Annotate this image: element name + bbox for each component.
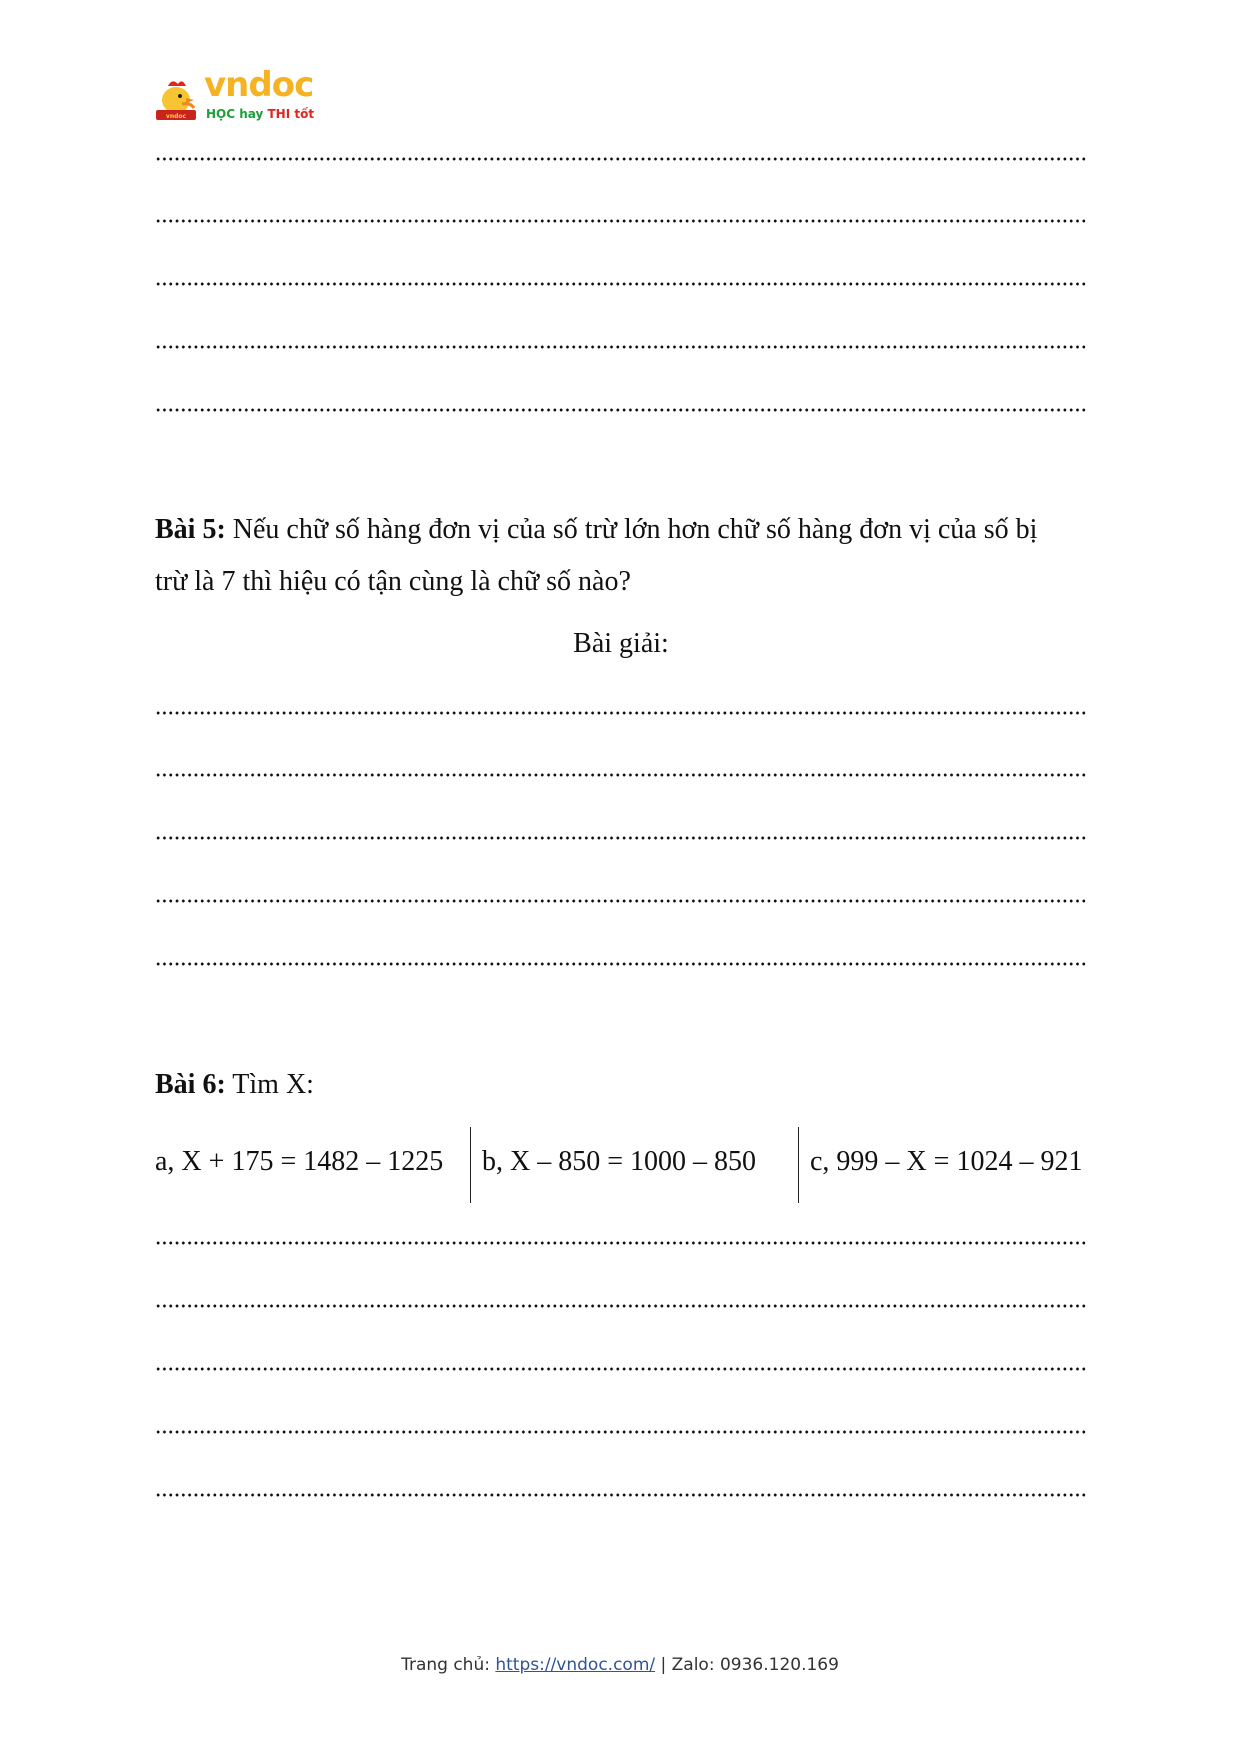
answer-line xyxy=(155,219,1087,223)
slogan-part-2: THI tốt xyxy=(267,107,315,121)
answer-line xyxy=(155,1304,1087,1308)
exercise-6-item-c: c, 999 – X = 1024 – 921 xyxy=(810,1146,1083,1177)
solution-heading: Bài giải: xyxy=(573,628,669,659)
answer-line xyxy=(155,1241,1087,1245)
answer-line xyxy=(155,1493,1087,1497)
answer-line xyxy=(155,962,1087,966)
svg-text:vndoc: vndoc xyxy=(165,113,187,120)
answer-line xyxy=(155,711,1087,715)
page-footer xyxy=(0,1655,1240,1675)
answer-line xyxy=(155,1430,1087,1434)
exercise-5-label: Bài 5: xyxy=(155,514,226,545)
column-divider xyxy=(470,1127,471,1203)
footer-prefix: Trang chủ: xyxy=(401,1655,496,1675)
answer-line xyxy=(155,157,1087,161)
exercise-5-text-1: Nếu chữ số hàng đơn vị của số trừ lớn hơn chữ số hàng đơn vị của số bị xyxy=(225,514,1038,545)
homepage-link[interactable]: https://vndoc.com/ xyxy=(495,1655,656,1675)
footer-suffix: | Zalo: 0936.120.169 xyxy=(655,1655,839,1675)
exercise-6-item-a: a, X + 175 = 1482 – 1225 xyxy=(155,1146,444,1177)
exercise-6-title xyxy=(155,1071,314,1099)
exercise-6-text: Tìm X: xyxy=(225,1069,314,1100)
answer-line xyxy=(155,773,1087,777)
slogan-part-1: HỌC hay xyxy=(206,107,268,121)
exercise-6-item-b: b, X – 850 = 1000 – 850 xyxy=(482,1146,757,1177)
answer-line xyxy=(155,345,1087,349)
exercise-6-label: Bài 6: xyxy=(155,1069,226,1100)
exercise-5-question-line-2: trừ là 7 thì hiệu có tận cùng là chữ số nào? xyxy=(155,566,631,597)
answer-line xyxy=(155,1367,1087,1371)
exercise-5-question-line-1 xyxy=(155,516,1037,544)
answer-line xyxy=(155,408,1087,412)
answer-line xyxy=(155,899,1087,903)
chicken-mascot-icon xyxy=(154,76,202,124)
logo-brand-text: vndoc xyxy=(204,65,314,105)
vndoc-logo[interactable] xyxy=(154,65,315,130)
column-divider xyxy=(798,1127,799,1203)
logo-slogan xyxy=(206,108,314,120)
answer-line xyxy=(155,282,1087,286)
answer-line xyxy=(155,836,1087,840)
